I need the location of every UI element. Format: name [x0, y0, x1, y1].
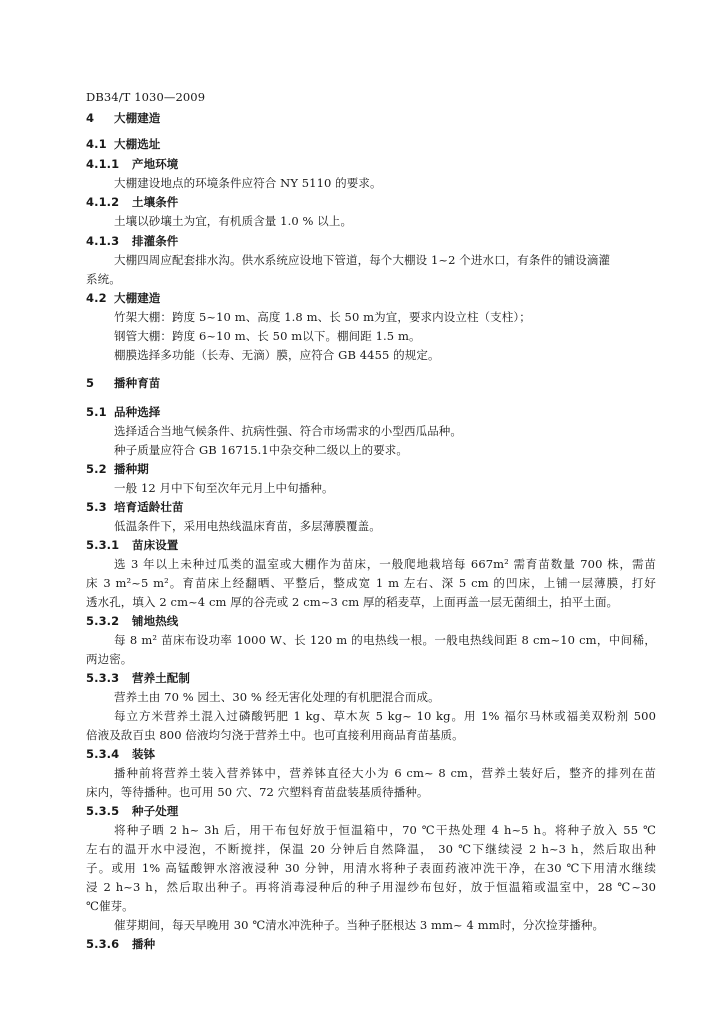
paragraph-5-3-5-line4: 浸 2 h~3 h，然后取出种子。再将消毒浸种后的种子用湿纱布包好，放于恒温箱或温室中，28 ℃~30: [86, 880, 656, 894]
paragraph-4-1-3-line1: 大棚四周应配套排水沟。供水系统应设地下管道，每个大棚设 1~2 个进水口，有条件的铺设滴灌: [114, 253, 611, 267]
heading-5-3-1: 5.3.1 苗床设置: [86, 538, 179, 552]
paragraph-5-3-1-line2: 床 3 m²~5 m²。育苗床上经翻晒、平整后，整成宽 1 m 左右、深 5 cm 的凹床，上铺一层薄膜，打好: [86, 576, 656, 590]
heading-4-2: 4.2 大棚建造: [86, 291, 161, 305]
paragraph-4-2-line1: 竹架大棚：跨度 5~10 m、高度 1.8 m、长 50 m为宜，要求内设立柱（支柱）；: [114, 310, 531, 324]
paragraph-5-3-3-line1: 营养土由 70 % 园土、30 % 经无害化处理的有机肥混合而成。: [114, 690, 440, 704]
paragraph-5-3-5-line2: 左右的温开水中浸泡，不断搅拌，保温 20 分钟后自然降温， 30 ℃下继续浸 2 h~3 h，然后取出种: [86, 842, 656, 856]
heading-5-3-6: 5.3.6 播种: [86, 937, 156, 951]
heading-4-1: 4.1 大棚选址: [86, 137, 161, 151]
paragraph-5-2: 一般 12 月中下旬至次年元月上中旬播种。: [114, 481, 334, 495]
heading-5-3-2: 5.3.2 铺地热线: [86, 614, 179, 628]
paragraph-5-3: 低温条件下，采用电热线温床育苗，多层薄膜覆盖。: [114, 519, 381, 533]
heading-4: 4 大棚建造: [86, 111, 161, 125]
paragraph-5-3-5-line1: 将种子晒 2 h~ 3h 后，用干布包好放于恒温箱中，70 ℃干热处理 4 h~5 h。将种子放入 55 ℃: [114, 823, 656, 837]
paragraph-4-2-line3: 棚膜选择多功能（长寿、无滴）膜，应符合 GB 4455 的规定。: [114, 348, 440, 362]
paragraph-5-1-line1: 选择适合当地气候条件、抗病性强、符合市场需求的小型西瓜品种。: [114, 424, 462, 438]
document-id: DB34/T 1030—2009: [86, 90, 206, 104]
heading-4-1-3: 4.1.3 排灌条件: [86, 234, 179, 248]
paragraph-5-3-4-line1: 播种前将营养土装入营养钵中，营养钵直径大小为 6 cm~ 8 cm，营养土装好后，整齐的排列在苗: [114, 766, 656, 780]
heading-4-1-2: 4.1.2 土壤条件: [86, 195, 179, 209]
heading-4-1-1: 4.1.1 产地环境: [86, 157, 179, 171]
paragraph-5-3-5-line5: ℃催芽。: [86, 899, 134, 913]
paragraph-5-3-3-line2: 每立方米营养土混入过磷酸钙肥 1 kg、草木灰 5 kg~ 10 kg。用 1% 福尔马林或福美双粉剂 500: [114, 709, 656, 723]
paragraph-4-1-2: 土壤以砂壤土为宜，有机质含量 1.0 % 以上。: [114, 214, 353, 228]
heading-5-3-5: 5.3.5 种子处理: [86, 804, 179, 818]
heading-5-2: 5.2 播种期: [86, 462, 149, 476]
paragraph-5-3-1-line3: 透水孔，填入 2 cm~4 cm 厚的谷壳或 2 cm~3 cm 厚的稻麦草，上面再盖一层无菌细土，拍平土面。: [86, 595, 619, 609]
paragraph-5-3-1-line1: 选 3 年以上未种过瓜类的温室或大棚作为苗床，一般爬地栽培每 667m² 需育苗数量 700 株，需苗: [114, 557, 656, 571]
paragraph-5-3-5-line3: 子。或用 1% 高锰酸钾水溶液浸种 30 分钟，用清水将种子表面药液冲洗干净，在30 ℃下用清水继续: [86, 861, 656, 875]
paragraph-5-1-line2: 种子质量应符合 GB 16715.1中杂交种二级以上的要求。: [114, 443, 409, 457]
heading-5-1: 5.1 品种选择: [86, 405, 161, 419]
heading-5: 5 播种育苗: [86, 376, 161, 390]
paragraph-4-1-1: 大棚建设地点的环境条件应符合 NY 5110 的要求。: [114, 176, 382, 190]
paragraph-5-3-2-line2: 两边密。: [86, 652, 133, 666]
paragraph-5-3-2-line1: 每 8 m² 苗床布设功率 1000 W、长 120 m 的电热线一根。一般电热线间距 8 cm~10 cm，中间稀，: [114, 633, 656, 647]
paragraph-5-3-3-line3: 倍液及敌百虫 800 倍液均匀浇于营养土中。也可直接利用商品育苗基质。: [86, 728, 464, 742]
heading-5-3: 5.3 培育适龄壮苗: [86, 500, 184, 514]
heading-5-3-4: 5.3.4 装钵: [86, 747, 156, 761]
paragraph-4-1-3-line2: 系统。: [86, 272, 121, 286]
paragraph-5-3-4-line2: 床内，等待播种。也可用 50 穴、72 穴塑料育苗盘装基质待播种。: [86, 785, 429, 799]
paragraph-4-2-line2: 钢管大棚：跨度 6~10 m、长 50 m以下。棚间距 1.5 m。: [114, 329, 421, 343]
heading-5-3-3: 5.3.3 营养土配制: [86, 671, 190, 685]
paragraph-5-3-5-line6: 催芽期间，每天早晚用 30 ℃清水冲洗种子。当种子胚根达 3 mm~ 4 mm时，分次捡芽播种。: [114, 918, 605, 932]
